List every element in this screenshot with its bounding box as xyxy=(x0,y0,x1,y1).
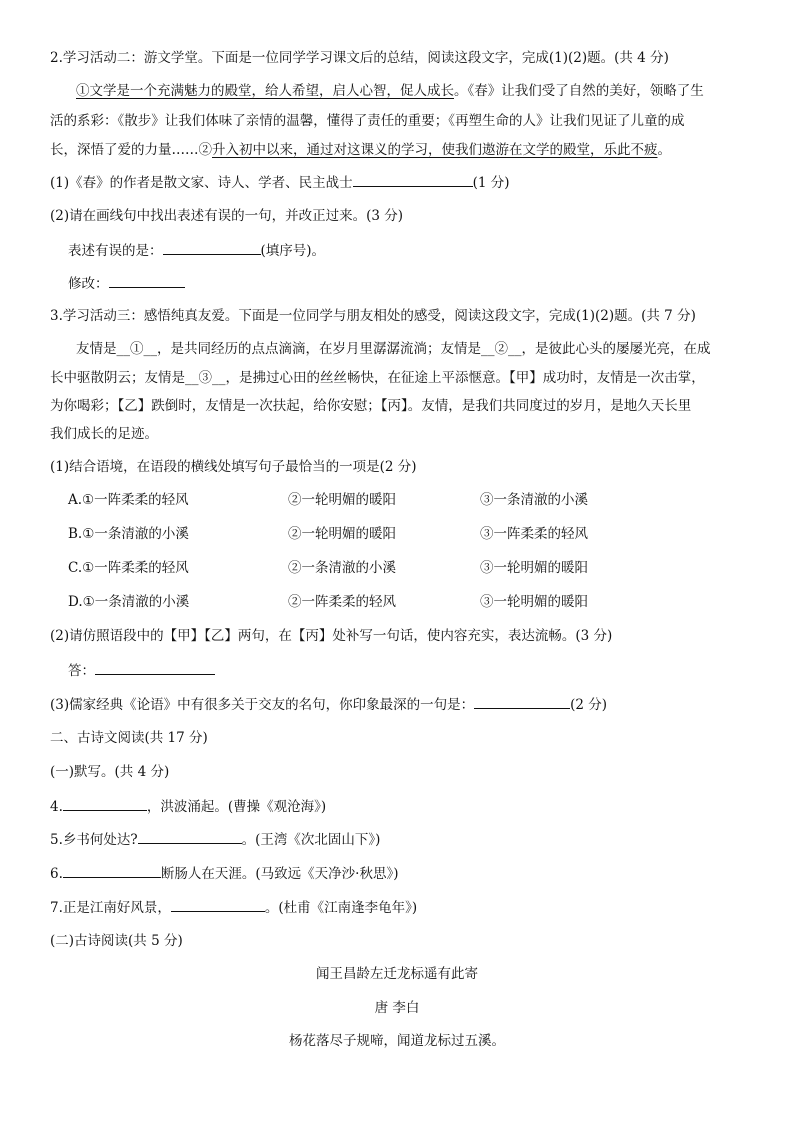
question-2-2-answer-b: 修改： xyxy=(68,273,185,294)
underlined-sentence-2: 升入初中以来，通过对这课义的学习，使我们遨游在文学的殿堂，乐此不疲 xyxy=(212,142,658,158)
option-c-2: ②一条清澈的小溪 xyxy=(288,560,396,576)
answer-blank[interactable] xyxy=(109,273,185,288)
answer-blank[interactable] xyxy=(138,829,242,844)
answer-blank[interactable] xyxy=(353,172,473,187)
question-4: 4. ，洪波涌起。(曹操《观沧海》) xyxy=(50,796,326,817)
option-b-3: ③一阵柔柔的轻风 xyxy=(480,526,588,542)
question-3-2-answer: 答： xyxy=(68,660,215,681)
option-a-3: ③一条清澈的小溪 xyxy=(480,492,588,508)
option-c-1[interactable]: C.①一阵柔柔的轻风 xyxy=(68,560,189,576)
option-d-1[interactable]: D.①一条清澈的小溪 xyxy=(68,594,190,610)
question-6: 6. 断肠人在天涯。(马致远《天净沙·秋思》) xyxy=(50,863,398,884)
option-d-2: ②一阵柔柔的轻风 xyxy=(288,594,396,610)
question-5: 5.乡书何处达? 。(王湾《次北固山下》) xyxy=(50,829,380,850)
section-2-passage-line-3: 长，深悟了爱的力量……②升入初中以来，通过对这课义的学习，使我们遨游在文学的殿堂，乐此不疲。 xyxy=(50,142,671,158)
question-3-3: (3)儒家经典《论语》中有很多关于交友的名句，你印象最深的一句是： (2 分) xyxy=(50,694,607,715)
section-2-passage-line-2: 活的系彩：《散步》让我们体味了亲情的温馨，懂得了责任的重要；《再塑生命的人》让我们见证了儿童的成 xyxy=(50,113,685,129)
option-b-2: ②一轮明媚的暖阳 xyxy=(288,526,396,542)
question-2-2: (2)请在画线句中找出表述有误的一句，并改正过来。(3 分) xyxy=(50,208,404,224)
poem-title: 闻王昌龄左迁龙标遥有此寄 xyxy=(316,966,478,982)
section-3-passage-line-1: 友情是__①__，是共同经历的点点滴滴，在岁月里潺潺流淌；友情是__②__，是彼此心头的屡屡光亮，在成 xyxy=(76,341,711,357)
option-a-2: ②一轮明媚的暖阳 xyxy=(288,492,396,508)
section-2-title: 2.学习活动二：游文学堂。下面是一位同学学习课文后的总结，阅读这段文字，完成(1)(2)题。(共 4 分) xyxy=(50,50,669,66)
answer-blank[interactable] xyxy=(63,863,161,878)
question-7: 7.正是江南好风景， 。(杜甫《江南逢李龟年》) xyxy=(50,897,417,918)
poem-line-1: 杨花落尽子规啼，闻道龙标过五溪。 xyxy=(289,1033,505,1049)
answer-blank[interactable] xyxy=(171,897,265,912)
part-2-title: 二、古诗文阅读(共 17 分) xyxy=(50,730,208,746)
underlined-sentence-1: ①文学是一个充满魅力的殿堂，给人希望，启人心智，促人成长 xyxy=(76,83,454,99)
answer-blank[interactable] xyxy=(474,694,570,709)
answer-blank[interactable] xyxy=(63,796,147,811)
answer-blank[interactable] xyxy=(163,240,261,255)
question-3-2: (2)请仿照语段中的【甲】【乙】两句，在【丙】处补写一句话，使内容充实，表达流畅。(3 分) xyxy=(50,628,613,644)
section-2-passage-line-1: ①文学是一个充满魅力的殿堂，给人希望，启人心智，促人成长。《春》让我们受了自然的美好，领略了生 xyxy=(76,83,704,99)
option-a-1[interactable]: A.①一阵柔柔的轻风 xyxy=(68,492,189,508)
section-3-passage-line-2: 长中驱散阴云；友情是__③__，是拂过心田的丝丝畅快，在征途上平添惬意。【甲】成功时，友情是一次击掌， xyxy=(50,370,705,386)
option-c-3: ③一轮明媚的暖阳 xyxy=(480,560,588,576)
poem-author: 唐 李白 xyxy=(374,1000,420,1016)
answer-blank[interactable] xyxy=(95,660,215,675)
question-3-1: (1)结合语境，在语段的横线处填写句子最恰当的一项是(2 分) xyxy=(50,459,417,475)
option-b-1[interactable]: B.①一条清澈的小溪 xyxy=(68,526,189,542)
question-2-2-answer-a: 表述有误的是： (填序号)。 xyxy=(68,240,325,261)
section-3-passage-line-4: 我们成长的足迹。 xyxy=(50,426,158,442)
section-3-title: 3.学习活动三：感悟纯真友爱。下面是一位同学与朋友相处的感受，阅读这段文字，完成(1)(2)题。(共 7 分) xyxy=(50,308,696,324)
question-2-1: (1)《春》的作者是散文家、诗人、学者、民主战士 (1 分) xyxy=(50,172,510,193)
sub-section-1-title: (一)默写。(共 4 分) xyxy=(50,764,170,780)
option-d-3: ③一轮明媚的暖阳 xyxy=(480,594,588,610)
sub-section-2-title: (二)古诗阅读(共 5 分) xyxy=(50,933,183,949)
section-3-passage-line-3: 为你喝彩；【乙】跌倒时，友情是一次扶起，给你安慰；【丙】。友情，是我们共同度过的岁月，是地久天长里 xyxy=(50,398,692,414)
